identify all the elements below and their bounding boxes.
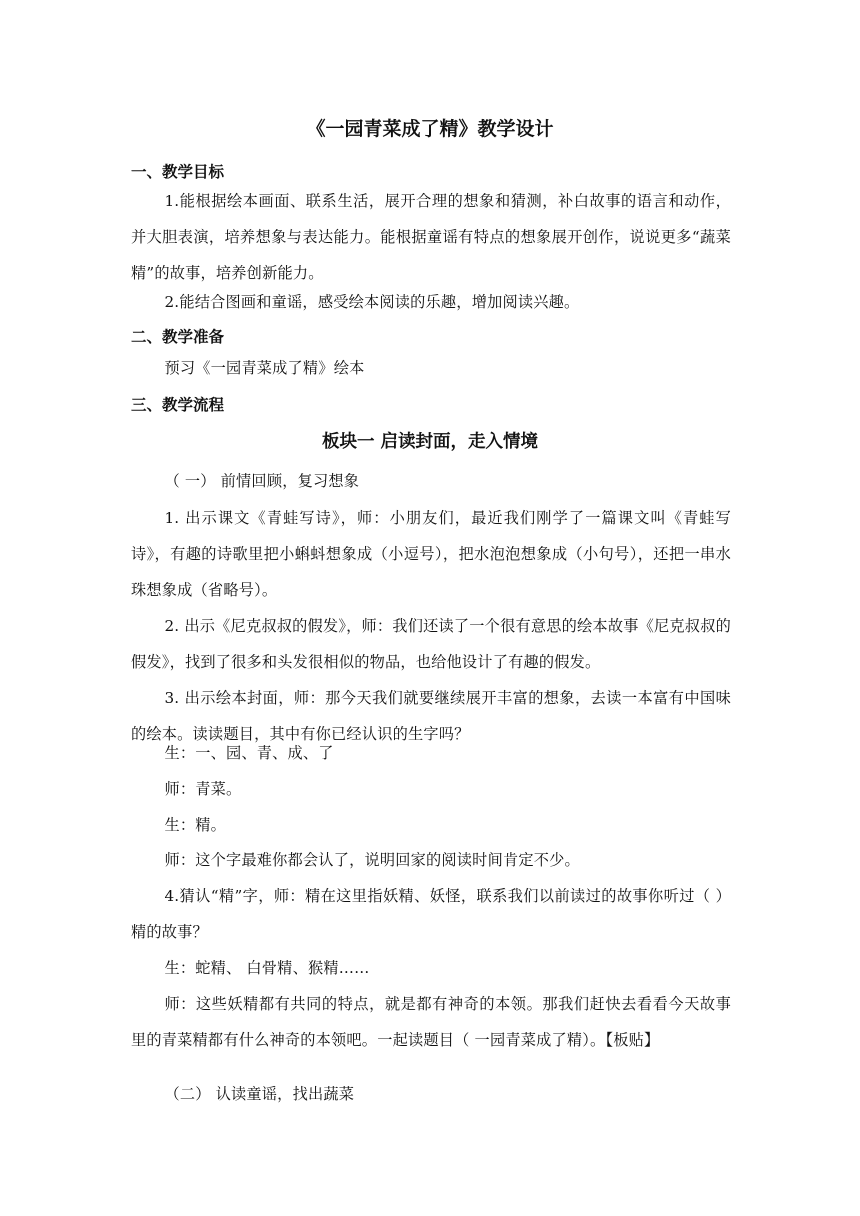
dialogue-line-2: 师：青菜。 [164, 780, 242, 798]
process-item-4: 4.猜认“精”字，师：精在这里指妖精、妖怪，联系我们以前读过的故事你听过（ ）精的故事？ [131, 887, 731, 941]
subsection-heading-nursery-rhyme: （二） 认读童谣，找出蔬菜 [164, 1085, 355, 1103]
dialogue-line-6: 师：这些妖精都有共同的特点，就是都有神奇的本领。那我们赶快去看看今天故事里的青菜精都有什么神奇的本领吧。一起读题目（ 一园青菜成了精）。【板贴】 [131, 995, 731, 1049]
preparation-paragraph: 预习《一园青菜成了精》绘本 [164, 359, 365, 377]
dialogue-line-4: 师：这个字最难你都会认了，说明回家的阅读时间肯定不少。 [164, 851, 580, 869]
process-item-2: 2. 出示《尼克叔叔的假发》，师：我们还读了一个很有意思的绘本故事《尼克叔叔的假发》，找到了很多和头发很相似的物品，也给他设计了有趣的假发。 [131, 617, 731, 671]
process-item-1: 1. 出示课文《青蛙写诗》，师：小朋友们，最近我们刚学了一篇课文叫《青蛙写诗》，有趣的诗歌里把小蝌蚪想象成（小逗号），把水泡泡想象成（小句号），还把一串水珠想象成（省略号）。 [131, 509, 731, 599]
section-heading-objectives: 一、教学目标 [131, 163, 225, 181]
dialogue-line-3: 生：精。 [164, 816, 226, 834]
objective-paragraph-2: 2.能结合图画和童谣，感受绘本阅读的乐趣，增加阅读兴趣。 [164, 293, 580, 311]
dialogue-line-5: 生：蛇精、 白骨精、猴精…… [164, 959, 370, 977]
section-heading-preparation: 二、教学准备 [131, 328, 225, 346]
process-item-3: 3. 出示绘本封面，师：那今天我们就要继续展开丰富的想象，去读一本富有中国味的绘本。读读题目，其中有你已经认识的生字吗？ [131, 689, 731, 743]
block-one-title: 板块一 启读封面，走入情境 [321, 432, 539, 452]
dialogue-line-1: 生：一、园、青、成、了 [164, 744, 334, 762]
document-title: 《一园青菜成了精》教学设计 [306, 118, 554, 140]
objective-paragraph-1: 1.能根据绘本画面、联系生活，展开合理的想象和猜测，补白故事的语言和动作，并大胆表演，培养想象与表达能力。能根据童谣有特点的想象展开创作，说说更多“蔬菜精”的故事，培养创新能力。 [131, 192, 731, 282]
section-heading-process: 三、教学流程 [131, 396, 225, 414]
subsection-heading-review: （ 一） 前情回顾，复习想象 [164, 472, 360, 490]
